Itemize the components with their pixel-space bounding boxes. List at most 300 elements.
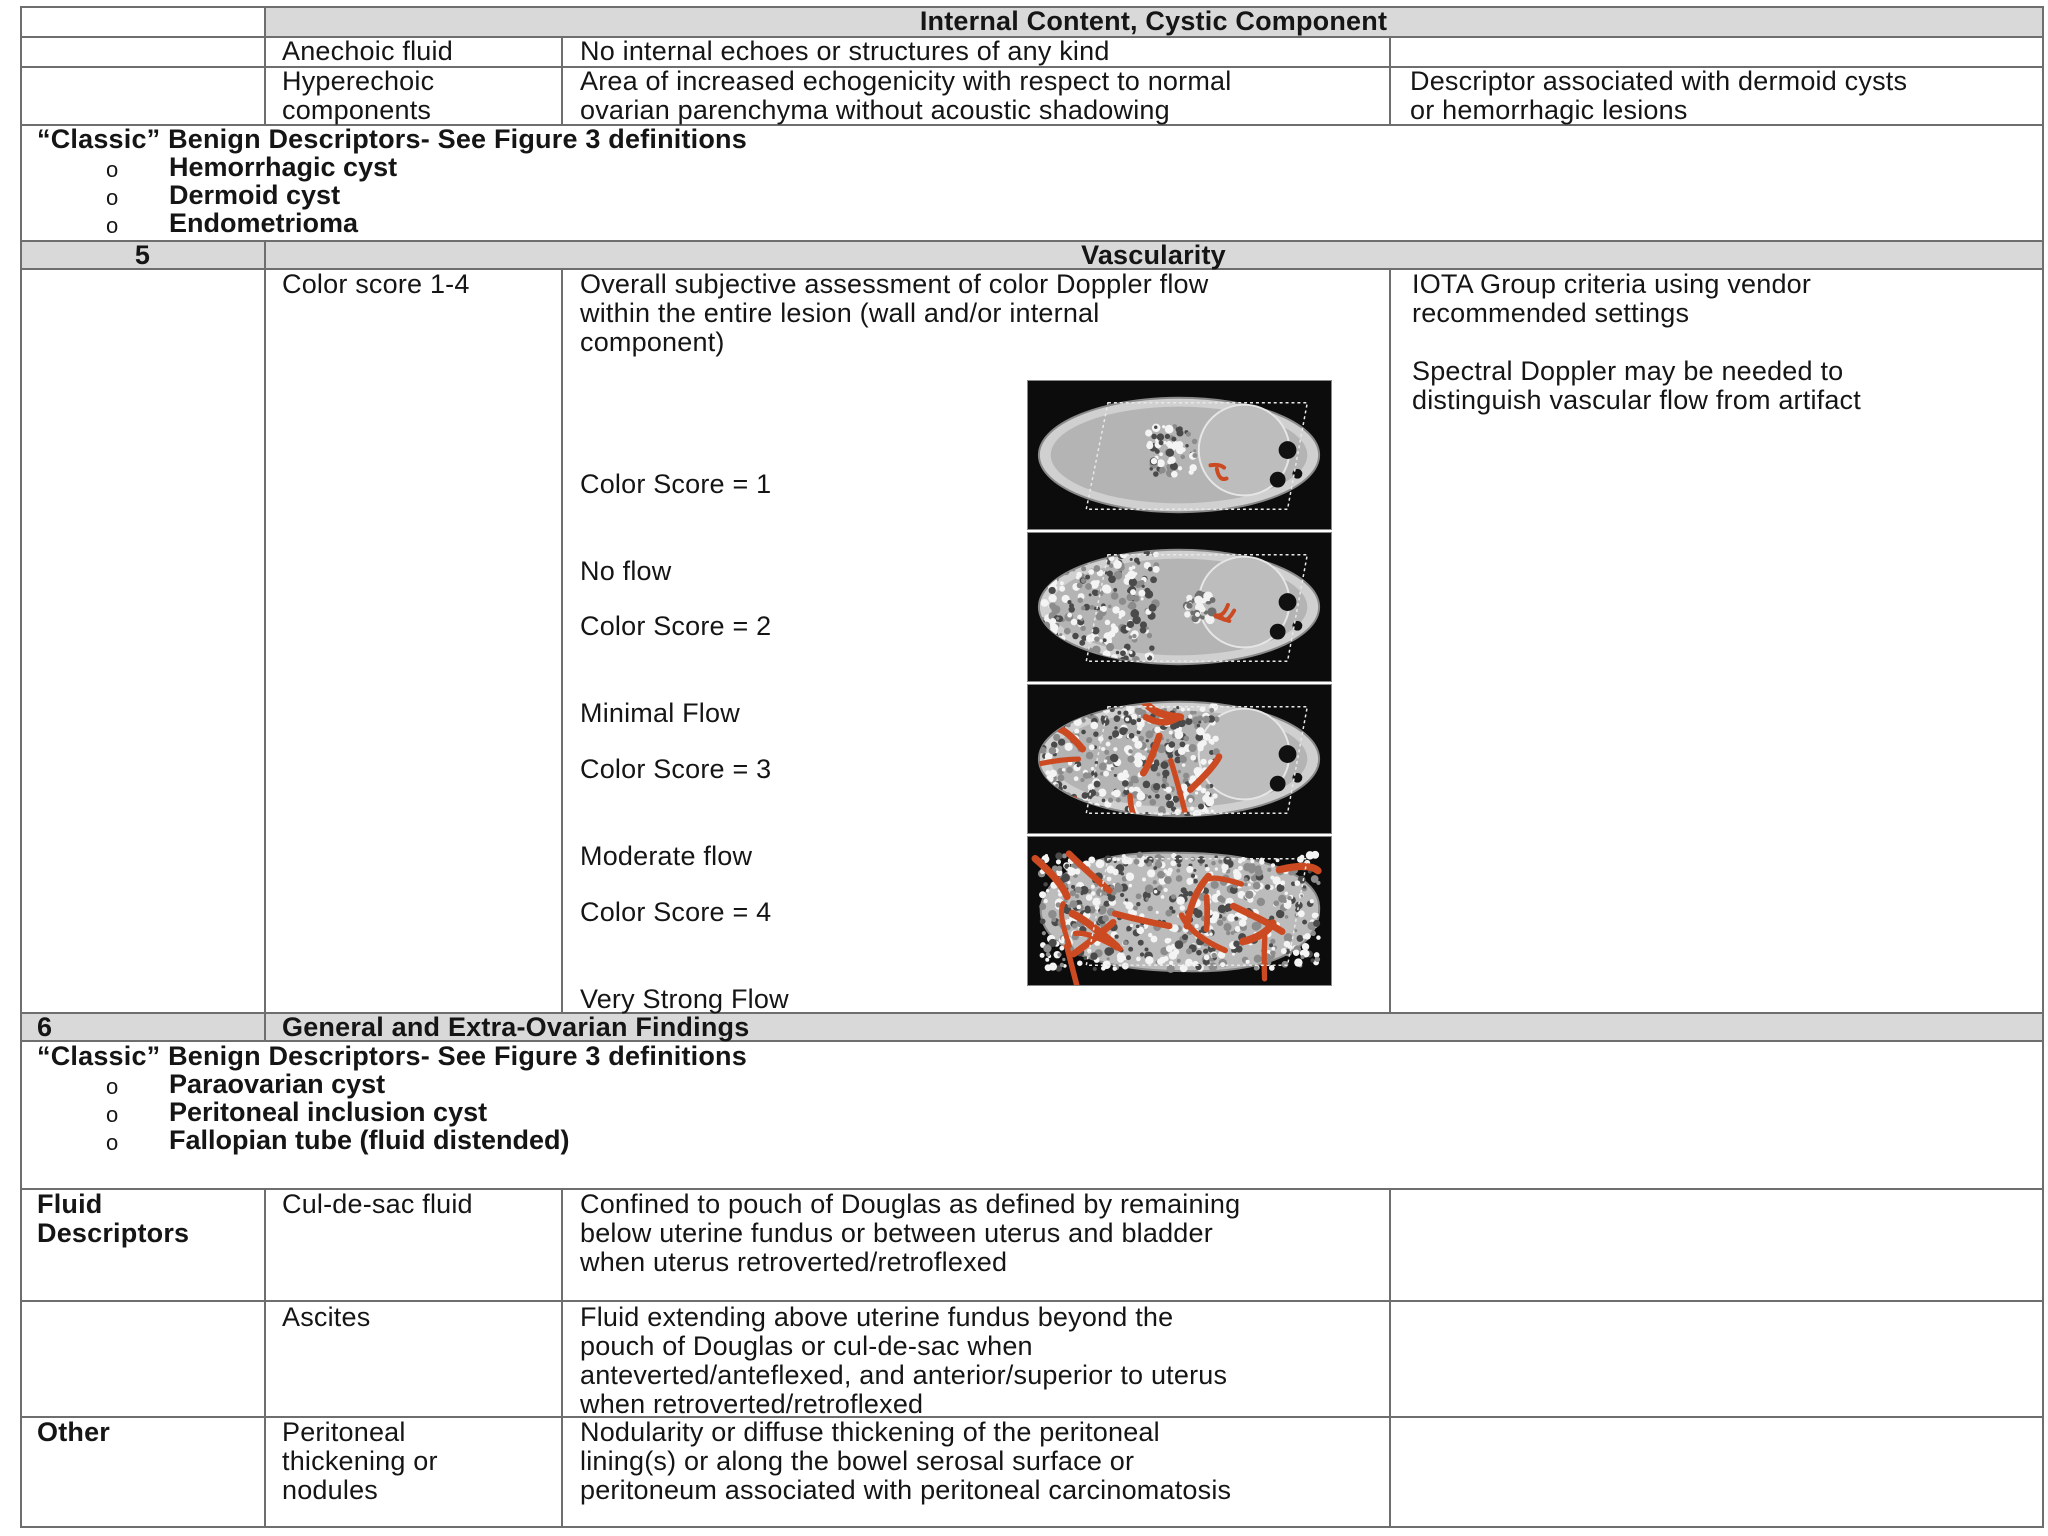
tissue-speck xyxy=(1134,859,1140,865)
tissue-speck xyxy=(1123,710,1128,715)
tissue-speck xyxy=(1140,952,1144,956)
tissue-speck xyxy=(1154,759,1159,764)
tissue-speck xyxy=(1045,770,1050,775)
tissue-speck xyxy=(1102,799,1106,803)
tissue-speck xyxy=(1200,759,1206,765)
tissue-speck xyxy=(1046,889,1049,892)
tissue-speck xyxy=(1112,869,1118,875)
tissue-speck xyxy=(1168,868,1173,873)
tissue-speck xyxy=(1077,702,1083,708)
tissue-speck xyxy=(1074,729,1079,734)
tissue-speck xyxy=(1176,896,1185,905)
bullet-icon: o xyxy=(106,1102,119,1127)
tissue-speck xyxy=(1091,891,1096,896)
tissue-speck xyxy=(1153,471,1159,477)
tissue-speck xyxy=(1311,931,1316,936)
tissue-speck xyxy=(1165,794,1172,801)
tissue-speck xyxy=(1135,708,1141,714)
tissue-speck xyxy=(1202,795,1210,803)
tissue-speck xyxy=(1211,953,1216,958)
tissue-speck xyxy=(1302,920,1307,925)
tissue-speck xyxy=(1137,726,1142,731)
tissue-speck xyxy=(1161,895,1165,899)
tissue-speck xyxy=(1159,452,1163,456)
tissue-speck xyxy=(1120,893,1124,897)
tissue-speck xyxy=(1186,432,1191,437)
tissue-speck xyxy=(1049,552,1053,556)
tissue-speck xyxy=(1166,739,1169,742)
tissue-speck xyxy=(1315,957,1320,962)
tissue-speck xyxy=(1113,966,1117,970)
classic-descriptors-heading-2: “Classic” Benign Descriptors- See Figure 3 definitions xyxy=(37,1041,747,1071)
tissue-speck xyxy=(1253,882,1261,890)
tissue-speck xyxy=(1217,895,1224,902)
tissue-speck xyxy=(1088,569,1094,575)
section-number-6: 6 xyxy=(37,1012,53,1042)
tissue-speck xyxy=(1195,924,1199,928)
tissue-speck xyxy=(1161,784,1166,789)
tissue-speck xyxy=(1049,716,1053,720)
tissue-speck xyxy=(1129,567,1133,571)
tissue-speck xyxy=(1041,644,1050,653)
tissue-speck xyxy=(1066,561,1073,568)
tissue-speck xyxy=(1106,643,1114,651)
tissue-speck xyxy=(1066,551,1074,559)
tissue-speck xyxy=(1071,885,1075,889)
tissue-speck xyxy=(1248,883,1251,886)
tissue-speck xyxy=(1103,638,1107,642)
tissue-speck xyxy=(1195,791,1198,794)
tissue-speck xyxy=(1304,933,1311,940)
tissue-speck xyxy=(1071,649,1080,658)
tissue-speck xyxy=(1190,755,1196,761)
tissue-speck xyxy=(1175,940,1184,949)
tissue-speck xyxy=(1039,570,1044,575)
note-iota: IOTA Group criteria using vendor recommended settings xyxy=(1412,269,1812,328)
tissue-speck xyxy=(1316,935,1320,939)
tissue-speck xyxy=(1257,898,1265,906)
definition-hyperechoic: Area of increased echogenicity with respect to normal ovarian parenchyma without acoustic shadowing xyxy=(580,66,1232,125)
color-score-title: Color Score = 2 xyxy=(580,611,772,641)
tissue-speck xyxy=(1040,918,1046,924)
tissue-speck xyxy=(1067,881,1070,884)
tissue-speck xyxy=(1254,955,1262,963)
color-score-3-image xyxy=(1027,684,1332,834)
tissue-speck xyxy=(1117,711,1121,715)
tissue-speck xyxy=(1193,879,1198,884)
tissue-speck xyxy=(1192,439,1198,445)
tissue-speck xyxy=(1231,931,1235,935)
tissue-speck xyxy=(1040,556,1049,565)
tissue-speck xyxy=(1134,557,1139,562)
tissue-speck xyxy=(1106,742,1111,747)
tissue-speck xyxy=(1042,797,1049,804)
tissue-speck xyxy=(1121,716,1124,719)
bullet-icon: o xyxy=(106,157,119,182)
tissue-speck xyxy=(1193,449,1196,452)
tissue-speck xyxy=(1080,550,1089,559)
tissue-speck xyxy=(1107,877,1112,882)
tissue-speck xyxy=(1297,935,1304,942)
tissue-speck xyxy=(1168,741,1175,748)
tissue-speck xyxy=(1146,739,1149,742)
tissue-speck xyxy=(1198,803,1204,809)
tissue-speck xyxy=(1081,606,1086,611)
tissue-speck xyxy=(1050,551,1058,559)
fluid-descriptors-category: Fluid Descriptors xyxy=(37,1189,190,1248)
tissue-speck xyxy=(1038,553,1042,557)
tissue-speck xyxy=(1065,743,1073,751)
tissue-speck xyxy=(1064,628,1071,635)
tissue-speck xyxy=(1210,597,1216,603)
tissue-speck xyxy=(1036,701,1043,708)
tissue-speck xyxy=(1211,881,1219,889)
tissue-speck xyxy=(1150,467,1153,470)
tissue-speck xyxy=(1081,578,1086,583)
tissue-speck xyxy=(1037,641,1045,649)
tissue-speck xyxy=(1056,617,1059,620)
tissue-speck xyxy=(1267,868,1271,872)
tissue-speck xyxy=(1039,891,1046,898)
tissue-speck xyxy=(1141,597,1144,600)
tissue-speck xyxy=(1077,961,1082,966)
tissue-speck xyxy=(1176,706,1179,709)
tissue-speck xyxy=(1148,795,1151,798)
tissue-speck xyxy=(1082,792,1089,799)
color-score-1-image xyxy=(1027,380,1332,530)
tissue-speck xyxy=(1145,590,1153,598)
tissue-speck xyxy=(1104,750,1109,755)
tissue-speck xyxy=(1056,718,1064,726)
tissue-speck xyxy=(1055,657,1061,663)
tissue-speck xyxy=(1119,727,1127,735)
tissue-speck xyxy=(1037,806,1042,811)
tissue-speck xyxy=(1137,852,1143,858)
tissue-speck xyxy=(1045,958,1049,962)
tissue-speck xyxy=(1079,640,1085,646)
tissue-speck xyxy=(1095,582,1099,586)
tissue-speck xyxy=(1168,456,1176,464)
tissue-speck xyxy=(1041,599,1049,607)
tissue-speck xyxy=(1259,859,1264,864)
tissue-speck xyxy=(1113,747,1117,751)
tissue-speck xyxy=(1114,934,1118,938)
tissue-speck xyxy=(1086,752,1094,760)
tissue-speck xyxy=(1209,933,1212,936)
tissue-speck xyxy=(1056,639,1062,645)
tissue-speck xyxy=(1166,787,1172,793)
tissue-speck xyxy=(1244,883,1248,887)
tissue-speck xyxy=(1211,861,1216,866)
tissue-speck xyxy=(1096,613,1104,621)
tissue-speck xyxy=(1080,778,1084,782)
tissue-speck xyxy=(1151,936,1158,943)
tissue-speck xyxy=(1155,449,1160,454)
tissue-speck xyxy=(1166,945,1173,952)
tissue-speck xyxy=(1167,753,1173,759)
tissue-speck xyxy=(1047,556,1055,564)
tissue-speck xyxy=(1080,626,1085,631)
tissue-speck xyxy=(1049,587,1056,594)
tissue-speck xyxy=(1166,800,1174,808)
tissue-speck xyxy=(1184,611,1190,617)
list-item: Peritoneal inclusion cyst xyxy=(169,1097,488,1127)
tissue-speck xyxy=(1197,745,1203,751)
tissue-speck xyxy=(1067,867,1072,872)
tissue-speck xyxy=(1211,809,1214,812)
tissue-speck xyxy=(1183,736,1189,742)
tissue-speck xyxy=(1133,616,1141,624)
tissue-speck xyxy=(1303,885,1306,888)
tissue-speck xyxy=(1209,962,1218,971)
tissue-speck xyxy=(1048,715,1054,721)
tissue-speck xyxy=(1198,721,1201,724)
tissue-speck xyxy=(1180,756,1187,763)
list-item: Paraovarian cyst xyxy=(169,1069,386,1099)
tissue-speck xyxy=(1107,571,1113,577)
tissue-speck xyxy=(1145,884,1154,893)
tissue-speck xyxy=(1294,929,1297,932)
bullet-icon: o xyxy=(106,1130,119,1155)
classic-descriptors-heading: “Classic” Benign Descriptors- See Figure 3 definitions xyxy=(37,124,747,154)
tissue-speck xyxy=(1179,741,1185,747)
tissue-speck xyxy=(1128,947,1133,952)
tissue-speck xyxy=(1195,612,1200,617)
tissue-speck xyxy=(1039,639,1048,648)
vascularity-header: Vascularity xyxy=(1081,240,1226,270)
tissue-speck xyxy=(1125,898,1128,901)
tissue-speck xyxy=(1048,910,1057,919)
tissue-speck xyxy=(1123,940,1128,945)
tissue-speck xyxy=(1037,715,1041,719)
tissue-speck xyxy=(1156,911,1159,914)
tissue-speck xyxy=(1101,747,1105,751)
tissue-speck xyxy=(1172,910,1176,914)
tissue-speck xyxy=(1284,933,1293,942)
tissue-speck xyxy=(1107,957,1110,960)
tissue-speck xyxy=(1041,731,1047,737)
tissue-speck xyxy=(1059,586,1065,592)
tissue-speck xyxy=(1098,788,1106,796)
tissue-speck xyxy=(1243,863,1252,872)
tissue-speck xyxy=(1058,715,1065,722)
cyst-dot xyxy=(1279,441,1297,459)
tissue-speck xyxy=(1181,455,1186,460)
tissue-speck xyxy=(1209,708,1214,713)
tissue-speck xyxy=(1055,570,1059,574)
tissue-speck xyxy=(1200,606,1206,612)
rule xyxy=(20,6,22,1528)
rule xyxy=(264,1012,266,1040)
tissue-speck xyxy=(1163,441,1166,444)
rule xyxy=(561,36,563,126)
rule xyxy=(561,1188,563,1528)
tissue-speck xyxy=(1154,890,1158,894)
tissue-speck xyxy=(1112,730,1119,737)
tissue-speck xyxy=(1147,906,1153,912)
tissue-speck xyxy=(1136,902,1140,906)
tissue-speck xyxy=(1127,755,1134,762)
tissue-speck xyxy=(1094,781,1101,788)
tissue-speck xyxy=(1047,649,1055,657)
tissue-speck xyxy=(1232,953,1235,956)
rule xyxy=(264,1188,266,1528)
tissue-speck xyxy=(1093,731,1098,736)
tissue-speck xyxy=(1149,645,1155,651)
tissue-speck xyxy=(1154,727,1161,734)
tissue-speck xyxy=(1187,880,1192,885)
tissue-speck xyxy=(1104,759,1107,762)
tissue-speck xyxy=(1150,576,1157,583)
tissue-speck xyxy=(1060,581,1064,585)
tissue-speck xyxy=(1140,627,1147,634)
tissue-speck xyxy=(1094,636,1099,641)
tissue-speck xyxy=(1077,582,1083,588)
tissue-speck xyxy=(1061,794,1065,798)
cyst-dot xyxy=(1270,776,1286,792)
tissue-speck xyxy=(1136,893,1142,899)
bullet-icon: o xyxy=(106,185,119,210)
tissue-speck xyxy=(1122,956,1126,960)
tissue-speck xyxy=(1273,900,1279,906)
tissue-speck xyxy=(1169,961,1173,965)
tissue-speck xyxy=(1186,603,1192,609)
tissue-speck xyxy=(1159,440,1164,445)
tissue-speck xyxy=(1162,425,1165,428)
tissue-speck xyxy=(1139,580,1144,585)
tissue-speck xyxy=(1238,859,1242,863)
tissue-speck xyxy=(1114,884,1123,893)
tissue-speck xyxy=(1179,905,1185,911)
tissue-speck xyxy=(1053,734,1060,741)
tissue-speck xyxy=(1271,947,1275,951)
tissue-speck xyxy=(1151,458,1157,464)
tissue-speck xyxy=(1107,947,1114,954)
tissue-speck xyxy=(1196,950,1202,956)
term-anechoic-fluid: Anechoic fluid xyxy=(282,36,453,66)
tissue-speck xyxy=(1130,558,1133,561)
tissue-speck xyxy=(1113,789,1121,797)
color-score-title: Color Score = 1 xyxy=(580,469,772,499)
tissue-speck xyxy=(1191,874,1195,878)
tissue-speck xyxy=(1069,606,1075,612)
tissue-speck xyxy=(1244,877,1248,881)
tissue-speck xyxy=(1133,906,1138,911)
tissue-speck xyxy=(1037,641,1041,645)
tissue-speck xyxy=(1102,915,1109,922)
tissue-speck xyxy=(1165,425,1174,434)
tissue-speck xyxy=(1134,752,1142,760)
tissue-speck xyxy=(1117,858,1120,861)
tissue-speck xyxy=(1114,715,1121,722)
tissue-speck xyxy=(1046,795,1055,804)
tissue-speck xyxy=(1051,638,1058,645)
rule xyxy=(1389,36,1391,126)
tissue-speck xyxy=(1283,899,1287,903)
tissue-speck xyxy=(1111,767,1114,770)
tissue-speck xyxy=(1218,860,1222,864)
tissue-speck xyxy=(1059,946,1064,951)
color-score-title: Color Score = 4 xyxy=(580,897,772,927)
tissue-speck xyxy=(1042,801,1051,810)
tissue-speck xyxy=(1158,806,1166,814)
color-score-figure xyxy=(1027,380,1332,990)
tissue-speck xyxy=(1037,728,1044,735)
tissue-speck xyxy=(1167,938,1171,942)
tissue-speck xyxy=(1217,920,1223,926)
tissue-speck xyxy=(1123,901,1127,905)
tissue-speck xyxy=(1085,906,1091,912)
term-peritoneal-thickening: Peritoneal thickening or nodules xyxy=(282,1417,438,1505)
tissue-speck xyxy=(1203,948,1208,953)
tissue-speck xyxy=(1185,444,1188,447)
tissue-speck xyxy=(1047,804,1055,812)
tissue-speck xyxy=(1178,747,1186,755)
tissue-speck xyxy=(1048,709,1057,718)
cyst-dot xyxy=(1279,745,1297,763)
tissue-speck xyxy=(1107,561,1110,564)
flow-vessel xyxy=(1206,897,1207,929)
tissue-speck xyxy=(1128,749,1132,753)
tissue-speck xyxy=(1067,613,1072,618)
tissue-speck xyxy=(1070,890,1076,896)
tissue-speck xyxy=(1270,876,1274,880)
tissue-speck xyxy=(1139,736,1144,741)
tissue-speck xyxy=(1043,713,1050,720)
tissue-speck xyxy=(1153,566,1160,573)
tissue-speck xyxy=(1169,906,1173,910)
tissue-speck xyxy=(1088,702,1093,707)
tissue-speck xyxy=(1056,709,1061,714)
tissue-speck xyxy=(1193,711,1196,714)
tissue-speck xyxy=(1049,602,1056,609)
tissue-speck xyxy=(1048,594,1056,602)
color-score-2-image xyxy=(1027,532,1332,682)
color-score-4-image xyxy=(1027,836,1332,986)
tissue-speck xyxy=(1099,763,1107,771)
tissue-speck xyxy=(1149,604,1157,612)
tissue-speck xyxy=(1075,886,1082,893)
tissue-speck xyxy=(1223,923,1231,931)
tissue-speck xyxy=(1113,588,1117,592)
tissue-speck xyxy=(1136,925,1140,929)
bullet-icon: o xyxy=(106,1074,119,1099)
tissue-speck xyxy=(1108,798,1113,803)
tissue-speck xyxy=(1091,767,1094,770)
tissue-speck xyxy=(1119,598,1126,605)
tissue-speck xyxy=(1039,552,1048,561)
tissue-speck xyxy=(1255,868,1263,876)
list-item: Hemorrhagic cyst xyxy=(169,152,398,182)
tissue-speck xyxy=(1192,453,1197,458)
tissue-speck xyxy=(1130,775,1138,783)
tissue-speck xyxy=(1092,590,1097,595)
tissue-speck xyxy=(1153,783,1160,790)
tissue-speck xyxy=(1185,718,1192,725)
tissue-speck xyxy=(1047,809,1051,813)
tissue-speck xyxy=(1181,887,1187,893)
tissue-speck xyxy=(1040,574,1045,579)
tissue-speck xyxy=(1050,584,1053,587)
tissue-speck xyxy=(1046,952,1050,956)
tissue-speck xyxy=(1060,812,1064,816)
tissue-speck xyxy=(1062,768,1066,772)
tissue-speck xyxy=(1193,869,1196,872)
rule xyxy=(2042,6,2044,1528)
tissue-speck xyxy=(1111,623,1116,628)
tissue-speck xyxy=(1043,718,1046,721)
tissue-speck xyxy=(1129,733,1135,739)
